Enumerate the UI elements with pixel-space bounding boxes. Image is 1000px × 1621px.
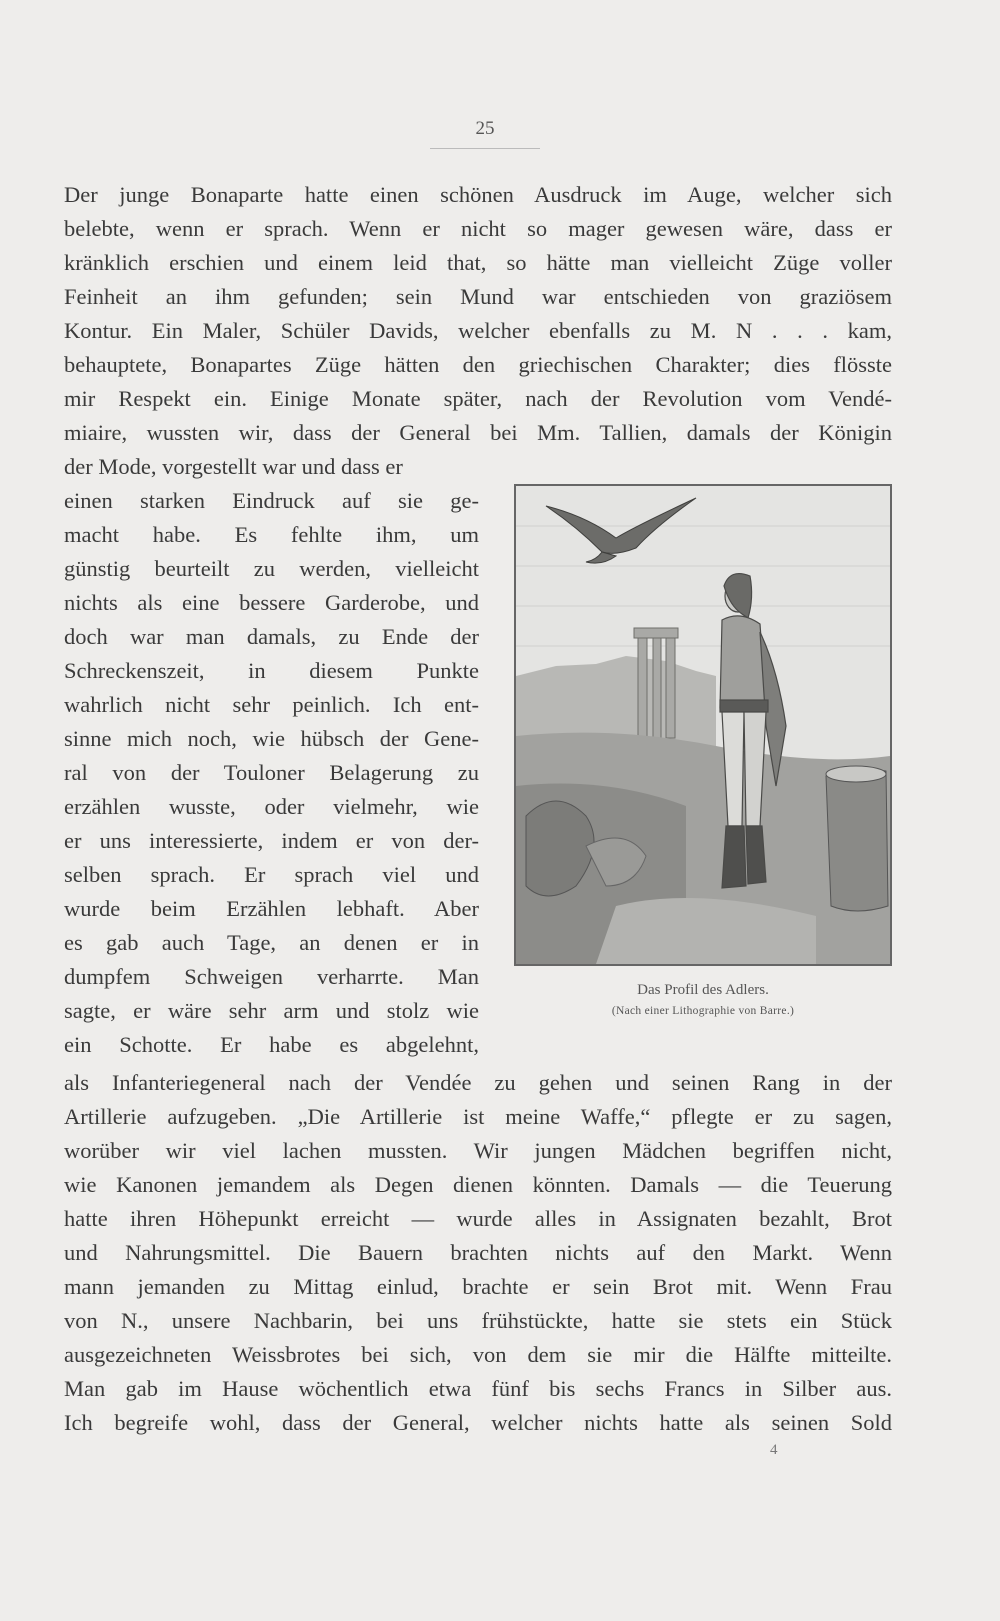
- text-line: Feinheit an ihm gefunden; sein Mund war entschieden von graziösem: [64, 284, 892, 309]
- text-line: mir Respekt ein. Einige Monate später, nach der Revolution vom Vendé-: [64, 386, 892, 411]
- text-line: Kontur. Ein Maler, Schüler Davids, welcher ebenfalls zu M. N . . . kam,: [64, 318, 892, 343]
- text-line: worüber wir viel lachen mussten. Wir jungen Mädchen begriffen nicht,: [64, 1138, 892, 1163]
- text-line: ral von der Touloner Belagerung zu: [64, 760, 479, 785]
- figure-credit: (Nach einer Lithographie von Barre.): [611, 1005, 795, 1017]
- text-line: Artillerie aufzugeben. „Die Artillerie ist meine Waffe,“ pflegte er zu sagen,: [64, 1104, 892, 1129]
- text-line: nichts als eine bessere Garderobe, und: [64, 590, 479, 615]
- text-line: er uns interessierte, indem er von der-: [64, 828, 479, 853]
- text-line: Man gab im Hause wöchentlich etwa fünf bis sechs Francs in Silber aus.: [64, 1376, 892, 1401]
- text-line: belebte, wenn er sprach. Wenn er nicht so mager gewesen wäre, dass er: [64, 216, 892, 241]
- text-line: erzählen wusste, oder vielmehr, wie: [64, 794, 479, 819]
- text-line: von N., unsere Nachbarin, bei uns frühstückte, hatte sie stets ein Stück: [64, 1308, 892, 1333]
- text-line: sagte, er wäre sehr arm und stolz wie: [64, 998, 479, 1023]
- text-line: einen starken Eindruck auf sie ge-: [64, 488, 479, 513]
- text-line: und Nahrungsmittel. Die Bauern brachten nichts auf den Markt. Wenn: [64, 1240, 892, 1265]
- text-line: behauptete, Bonapartes Züge hätten den griechischen Charakter; dies flösste: [64, 352, 892, 377]
- text-line: Schreckenszeit, in diesem Punkte: [64, 658, 479, 683]
- text-line: ein Schotte. Er habe es abgelehnt,: [64, 1032, 479, 1057]
- text-line: ausgezeichneten Weissbrotes bei sich, von dem sie mir die Hälfte mitteilte.: [64, 1342, 892, 1367]
- text-line: miaire, wussten wir, dass der General bei Mm. Tallien, damals der Königin: [64, 420, 892, 445]
- text-line: der Mode, vorgestellt war und dass er: [64, 454, 403, 479]
- page-number: 25: [430, 118, 540, 149]
- text-line: doch war man damals, zu Ende der: [64, 624, 479, 649]
- signature-mark: 4: [770, 1442, 778, 1458]
- text-line: mann jemanden zu Mittag einlud, brachte er sein Brot mit. Wenn Frau: [64, 1274, 892, 1299]
- text-line: als Infanteriegeneral nach der Vendée zu gehen und seinen Rang in der: [64, 1070, 892, 1095]
- text-line: günstig beurteilt zu werden, vielleicht: [64, 556, 479, 581]
- illustration-frame: [514, 484, 892, 966]
- text-line: sinne mich noch, wie hübsch der Gene-: [64, 726, 479, 751]
- text-line: wie Kanonen jemandem als Degen dienen könnten. Damals — die Teuerung: [64, 1172, 892, 1197]
- text-line: selben sprach. Er sprach viel und: [64, 862, 479, 887]
- text-line: Der junge Bonaparte hatte einen schönen Ausdruck im Auge, welcher sich: [64, 182, 892, 207]
- figure-caption: Das Profil des Adlers.: [637, 982, 769, 998]
- eagle-profile-illustration: [516, 486, 890, 964]
- text-line: dumpfem Schweigen verharrte. Man: [64, 964, 479, 989]
- text-line: kränklich erschien und einem leid that, so hätte man vielleicht Züge voller: [64, 250, 892, 275]
- text-line: es gab auch Tage, an denen er in: [64, 930, 479, 955]
- text-line: wahrlich nicht sehr peinlich. Ich ent-: [64, 692, 479, 717]
- text-line: Ich begreife wohl, dass der General, welcher nichts hatte als seinen Sold: [64, 1410, 892, 1435]
- text-line: hatte ihren Höhepunkt erreicht — wurde alles in Assignaten bezahlt, Brot: [64, 1206, 892, 1231]
- text-line: wurde beim Erzählen lebhaft. Aber: [64, 896, 479, 921]
- text-line: macht habe. Es fehlte ihm, um: [64, 522, 479, 547]
